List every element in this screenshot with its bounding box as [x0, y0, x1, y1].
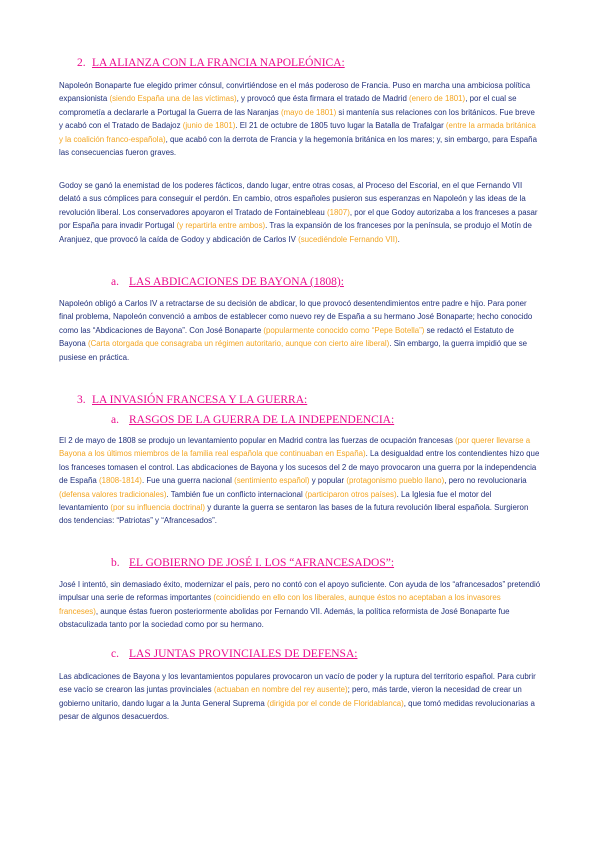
text-run: Las abdicaciones de Bayona y los levantamientos populares provocaron un vacío de poder y la ruptura del territorio español. Para cubrir ese vacío se crearon las juntas provinciales: [59, 672, 536, 695]
highlighted-text: (defensa valores tradicionales): [59, 489, 167, 499]
text-run: .: [397, 234, 400, 244]
text-run: , pero no revolucionaria: [444, 476, 527, 486]
text-run: . Fue una guerra nacional: [141, 476, 235, 486]
subsection-title: LAS ABDICACIONES DE BAYONA (1808):: [129, 276, 344, 288]
paragraph: [59, 297, 541, 364]
text-run: y popular: [309, 476, 347, 486]
highlighted-text: (por su influencia doctrinal): [110, 503, 206, 513]
highlighted-text: (actuaban en nombre del rey ausente): [213, 685, 348, 695]
highlighted-text: (dirigida por el conde de Floridablanca): [266, 698, 404, 708]
highlighted-text: (junio de 1801): [182, 121, 236, 131]
text-run: El 2 de mayo de 1808 se produjo un levantamiento popular en Madrid contra las fuerzas de ocupación francesas: [59, 436, 456, 445]
text-run: José I intentó, sin demasiado éxito, modernizar el país, pero no contó con el apoyo suficiente. Con ayuda de los “afrancesados” pretendió impulsar una serie de reformas importantes: [59, 580, 541, 603]
subsection-letter: c.: [111, 648, 119, 660]
text-run: se redactó el Estatuto de Bayona: [59, 325, 514, 349]
text-run: , por el cual se comprometía a declararle a Portugal la Guerra de las Naranjas: [59, 94, 517, 117]
highlighted-text: (sucediéndole Fernando VII): [298, 234, 398, 244]
highlighted-text: (y repartirla entre ambos): [176, 221, 266, 231]
highlighted-text: (enero de 1801): [409, 94, 466, 104]
text-run: , y provocó que ésta firmara el tratado de Madrid: [236, 94, 410, 104]
text-run: Napoleón obligó a Carlos IV a retractarse de su decisión de abdicar, lo que provocó desentendimientos entre padre e hijo. Para poner final problema, Napoleón convenció a ambos de establecer como nuevo rey de España a su hermano José Bonaparte; hecho conocido como las “Abdicaciones de Bayona”. Con José Bonaparte: [59, 299, 533, 335]
highlighted-text: (siendo España una de las víctimas): [109, 94, 237, 104]
paragraph: [59, 434, 541, 528]
highlighted-text: (popularmente conocido como “Pepe Botella”): [263, 325, 425, 335]
text-run: . La Iglesia fue el motor del levantamiento: [59, 489, 492, 513]
text-run: . Tras la expansión de los franceses por la península, se produjo el Motín de Aranjuez, que provocó la caída de Godoy y abdicación de Carlos IV: [59, 221, 532, 244]
text-run: Godoy se ganó la enemistad de los poderes fácticos, dando lugar, entre otras cosas, al Proceso del Escorial, en el que Fernando VII delató a sus cómplices para conseguir el perdón. En cambio, otros españoles pusieron sus esperanzas en Napoleón y las ideas de la revolución liberal. Los conservadores apoyaron el Tratado de Fontainebleau: [59, 181, 526, 217]
highlighted-text: (sentimiento español): [234, 476, 310, 486]
text-run: . El 21 de octubre de 1805 tuvo lugar la Batalla de Trafalgar: [235, 121, 446, 131]
text-run: , por el que Godoy autorizaba a los franceses a pasar por España para invadir Portugal: [59, 207, 538, 231]
paragraph: [59, 79, 541, 159]
text-run: Napoleón Bonaparte fue elegido primer cónsul, convirtiéndose en el más poderoso de Francia. Puso en marcha una ambiciosa política expansionista: [59, 81, 531, 104]
highlighted-text: (participaron otros países): [304, 489, 397, 499]
section-title: LA ALIANZA CON LA FRANCIA NAPOLEÓNICA:: [92, 57, 345, 69]
highlighted-text: (mayo de 1801): [280, 107, 337, 117]
highlighted-text: (Carta otorgada que consagraba un régimen autoritario, aunque con cierto aire liberal): [87, 339, 390, 349]
highlighted-text: (1807): [327, 207, 350, 217]
section-number: 2.: [77, 57, 86, 69]
highlighted-text: (entre la armada británica y la coalición franco-española): [59, 121, 536, 144]
paragraph: [59, 179, 541, 246]
highlighted-text: (por querer llevarse a Bayona a los últimos miembros de la familia real española que continuaban en España): [59, 436, 531, 459]
subsection-title: RASGOS DE LA GUERRA DE LA INDEPENDENCIA:: [129, 414, 395, 426]
subsection-letter: b.: [111, 557, 120, 569]
text-run: , aunque éstas fueron posteriormente abolidas por Fernando VII. Además, la política reformista de José Bonaparte fue obstaculizada tanto por la sociedad como por su hermano.: [59, 606, 510, 630]
subsection-letter: a.: [111, 276, 119, 288]
highlighted-text: (protagonismo pueblo llano): [346, 476, 445, 486]
subsection-title: EL GOBIERNO DE JOSÉ I. LOS “AFRANCESADOS”:: [129, 557, 395, 569]
subsection-title: LAS JUNTAS PROVINCIALES DE DEFENSA:: [129, 648, 358, 660]
highlighted-text: (coincidiendo en ello con los liberales, aunque éstos no aceptaban a los invasores franceses): [59, 593, 501, 616]
text-run: , que acabó con la derrota de Francia y la hegemonía británica en los mares; y, sin embargo, para España las consecuencias fueron graves.: [59, 134, 537, 158]
section-number: 3.: [77, 394, 86, 406]
highlighted-text: (1808-1814): [98, 476, 142, 486]
text-run: . Sin embargo, la guerra impidió que se pusiese en práctica.: [59, 339, 528, 362]
subsection-letter: a.: [111, 414, 119, 426]
text-run: si mantenía sus relaciones con los británicos. Fue breve y acabó con el Tratado de Badajoz: [59, 107, 535, 131]
text-run: ; pero, más tarde, vieron la necesidad de crear un gobierno unitario, dando lugar a la Junta General Suprema: [59, 685, 522, 708]
paragraph: [59, 670, 541, 724]
text-run: . La desigualdad entre los contendientes hizo que los franceses tomasen el control. Las abdicaciones de Bayona y los sucesos del 2 de mayo provocaron una guerra por la independencia de España: [59, 449, 540, 486]
text-run: , que tomó medidas revolucionarias a pesar de algunos desacuerdos.: [59, 698, 535, 722]
text-run: y durante la guerra se sentaron las bases de la futura revolución liberal española. Surgieron dos tendencias: “Patriotas” y “Afrancesados”.: [59, 503, 529, 526]
text-run: . También fue un conflicto internacional: [166, 489, 305, 499]
section-title: LA INVASIÓN FRANCESA Y LA GUERRA:: [92, 394, 308, 406]
paragraph: [59, 578, 541, 632]
